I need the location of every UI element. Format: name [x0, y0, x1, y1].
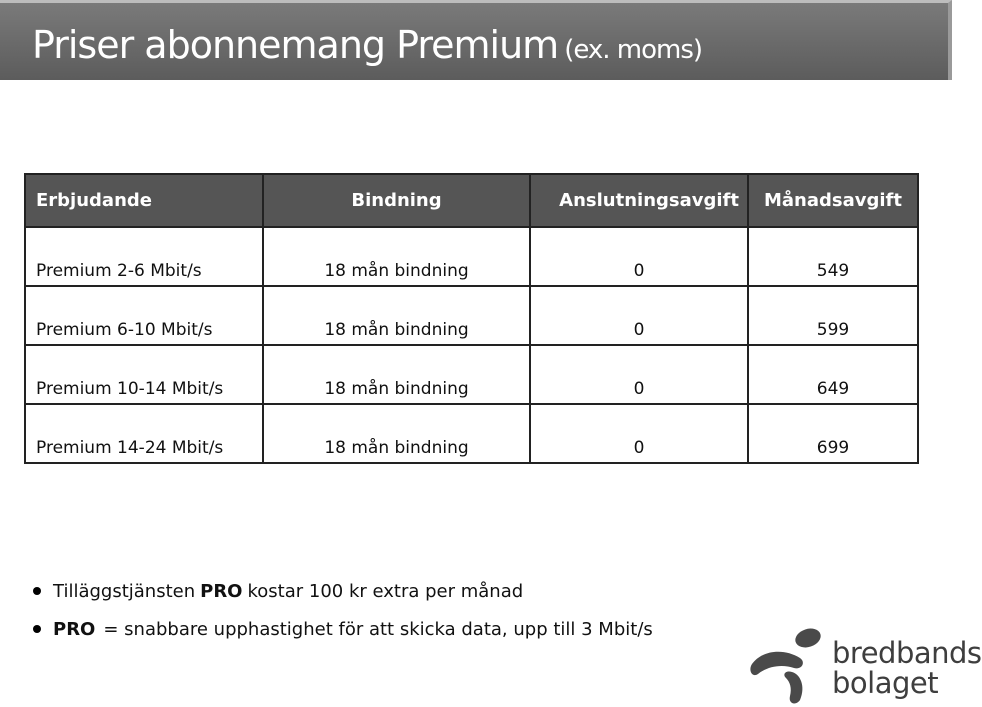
table-row — [25, 286, 918, 345]
note-pro-price — [33, 580, 653, 602]
note-pro-label: PRO — [200, 580, 243, 602]
header-bindning: Bindning — [263, 174, 530, 227]
price-table — [24, 173, 919, 464]
brand-logo — [748, 624, 982, 707]
bullet-icon — [33, 625, 41, 633]
title-main: Priser abonnemang Premium — [32, 23, 559, 67]
logo-wordmark — [832, 638, 982, 698]
table-header-row — [25, 174, 918, 227]
table-row — [25, 345, 918, 404]
cell-offer: Premium 10-14 Mbit/s — [25, 345, 263, 404]
cell-offer: Premium 2-6 Mbit/s — [25, 227, 263, 286]
cell-binding: 18 mån bindning — [263, 227, 530, 286]
cell-offer: Premium 6-10 Mbit/s — [25, 286, 263, 345]
cell-connection-fee: 0 — [530, 227, 748, 286]
cell-binding: 18 mån bindning — [263, 286, 530, 345]
cell-monthly-fee: 549 — [748, 227, 918, 286]
title-bar — [0, 0, 952, 80]
note-pro-label: PRO — [53, 618, 96, 640]
cell-monthly-fee: 649 — [748, 345, 918, 404]
cell-binding: 18 mån bindning — [263, 345, 530, 404]
header-anslutningsavgift: Anslutningsavgift — [530, 174, 748, 227]
bredbandsbolaget-logo-icon — [748, 624, 832, 707]
logo-line-1: bredbands — [832, 636, 982, 670]
cell-connection-fee: 0 — [530, 345, 748, 404]
note-text-pre: Tilläggstjänsten — [53, 580, 196, 602]
header-manadsavgift: Månadsavgift — [748, 174, 918, 227]
cell-connection-fee: 0 — [530, 404, 748, 463]
note-pro-definition — [33, 618, 653, 640]
table-row — [25, 227, 918, 286]
note-text-post: kostar 100 kr extra per månad — [247, 580, 524, 602]
cell-monthly-fee: 599 — [748, 286, 918, 345]
table-row — [25, 404, 918, 463]
title-subtitle: (ex. moms) — [564, 35, 703, 65]
header-erbjudande: Erbjudande — [25, 174, 263, 227]
cell-connection-fee: 0 — [530, 286, 748, 345]
cell-offer: Premium 14-24 Mbit/s — [25, 404, 263, 463]
cell-monthly-fee: 699 — [748, 404, 918, 463]
bullet-icon — [33, 587, 41, 595]
note-text-post: = snabbare upphastighet för att skicka data, upp till 3 Mbit/s — [103, 618, 653, 640]
cell-binding: 18 mån bindning — [263, 404, 530, 463]
page-title — [32, 23, 702, 67]
logo-line-2: bolaget — [832, 666, 939, 700]
notes-list — [33, 580, 653, 656]
